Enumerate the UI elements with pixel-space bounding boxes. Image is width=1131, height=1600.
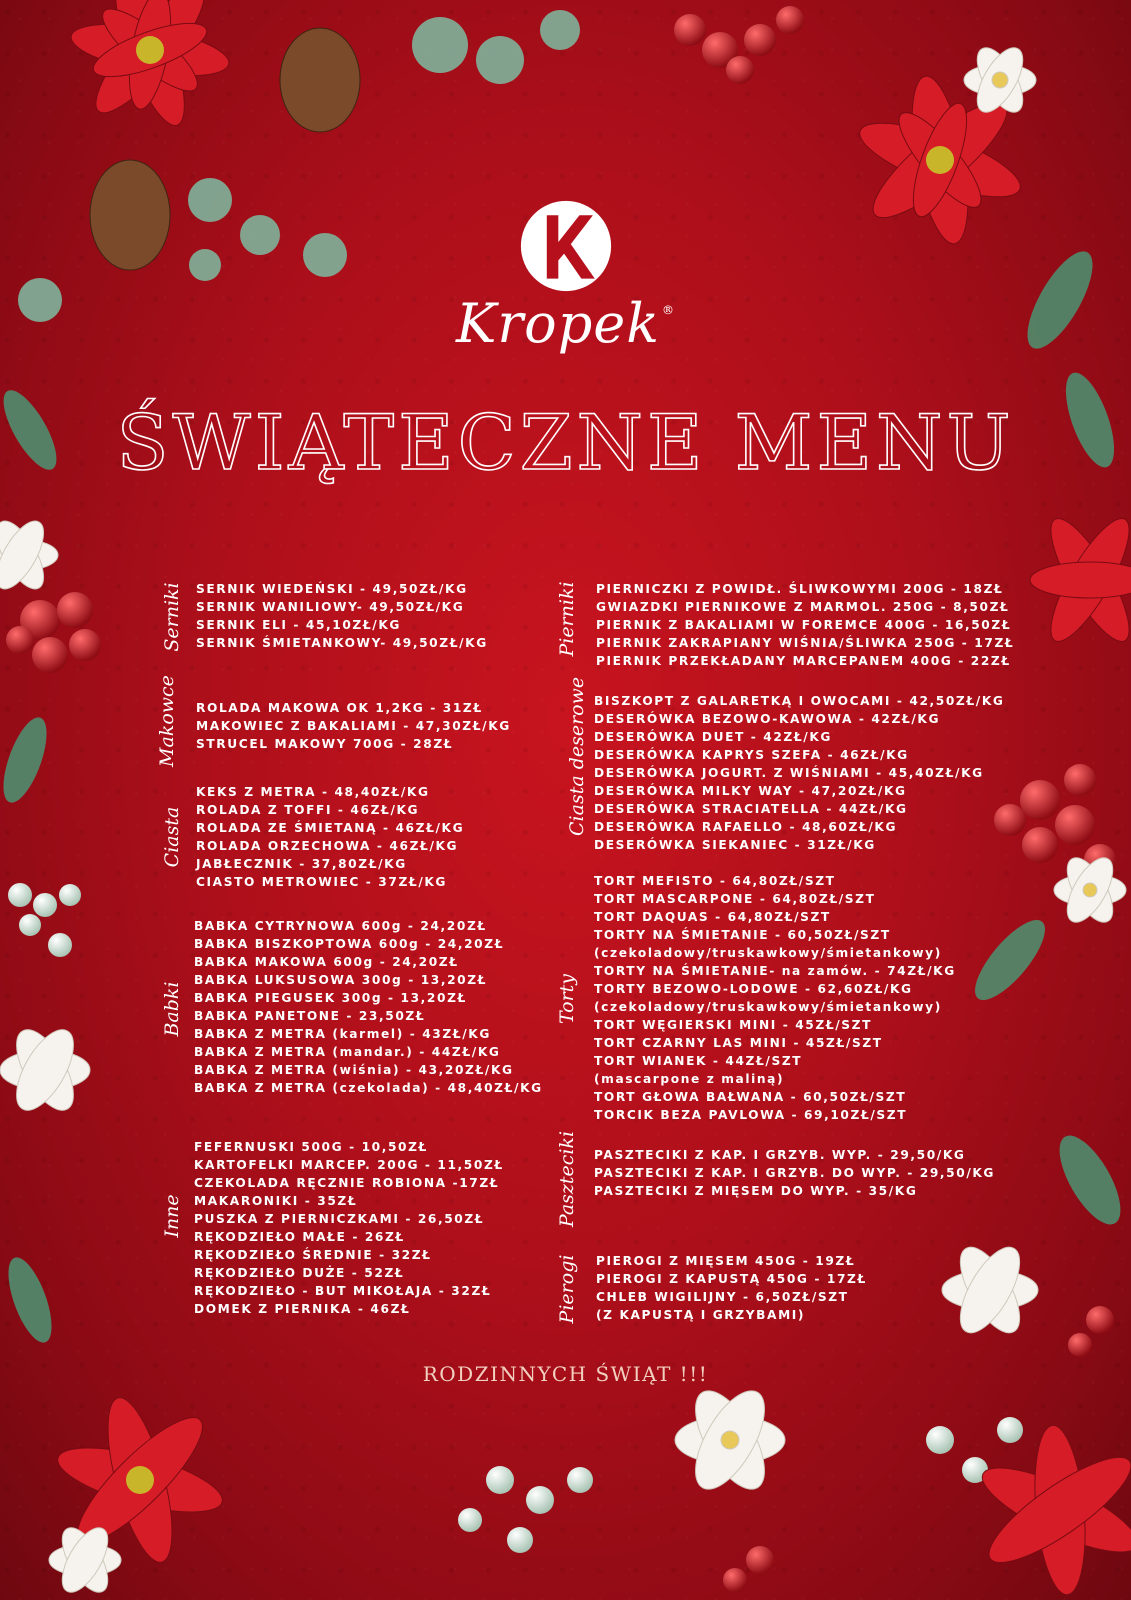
menu-item: ROLADA ORZECHOWA - 46ZŁ/KG xyxy=(196,839,459,853)
menu-item: DESERÓWKA DUET - 42ZŁ/KG xyxy=(594,730,832,744)
menu-item: FEFERNUSKI 500G - 10,50ZŁ xyxy=(194,1140,428,1154)
menu-item: KEKS Z METRA - 48,40ZŁ/KG xyxy=(196,785,430,799)
menu-item: TORT CZARNY LAS MINI - 45ZŁ/SZT xyxy=(594,1036,883,1050)
menu-item: PUSZKA Z PIERNICZKAMI - 26,50ZŁ xyxy=(194,1212,485,1226)
section-label-inne: Inne xyxy=(161,1194,183,1238)
menu-item: PASZTECIKI Z KAP. I GRZYB. WYP. - 29,50/KG xyxy=(594,1148,966,1162)
section-label-ciasta-deserowe: Ciasta deserowe xyxy=(566,676,588,836)
menu-item: SERNIK WANILIOWY- 49,50ZŁ/KG xyxy=(196,600,465,614)
menu-item: TORCIK BEZA PAVLOWA - 69,10ZŁ/SZT xyxy=(594,1108,908,1122)
section-label-serniki: Serniki xyxy=(161,582,183,652)
footer-greeting: RODZINNYCH ŚWIĄT !!! xyxy=(422,1362,709,1386)
menu-title: ŚWIĄTECZNE MENU xyxy=(116,398,1015,487)
menu-item: RĘKODZIEŁO MAŁE - 26ZŁ xyxy=(194,1230,405,1244)
section-label-ciasta: Ciasta xyxy=(161,806,183,868)
menu-item: MAKOWIEC Z BAKALIAMI - 47,30ZŁ/KG xyxy=(196,719,511,733)
menu-item: TORTY NA ŚMIETANIE - 60,50ZŁ/SZT xyxy=(594,928,891,942)
menu-item: BABKA Z METRA (czekolada) - 48,40ZŁ/KG xyxy=(194,1081,543,1095)
menu-item: RĘKODZIEŁO - BUT MIKOŁAJA - 32ZŁ xyxy=(194,1284,492,1298)
menu-item: BABKA LUKSUSOWA 300g - 13,20ZŁ xyxy=(194,973,488,987)
menu-item: TORT WĘGIERSKI MINI - 45ZŁ/SZT xyxy=(594,1018,873,1032)
white-flower-bottom-center xyxy=(675,1380,785,1499)
menu-item: DESERÓWKA RAFAELLO - 48,60ZŁ/KG xyxy=(594,820,898,834)
menu-item: PIEROGI Z MIĘSEM 450G - 19ZŁ xyxy=(596,1254,856,1268)
white-flower-left xyxy=(0,514,58,596)
menu-item: KARTOFELKI MARCEP. 200G - 11,50ZŁ xyxy=(194,1158,504,1172)
menu-item: (czekoladowy/truskawkowy/śmietankowy) xyxy=(594,946,942,960)
brand-name-text: Kropek xyxy=(456,292,660,355)
section-label-babki: Babki xyxy=(161,981,183,1037)
menu-item: RĘKODZIEŁO DUŻE - 52ZŁ xyxy=(194,1266,405,1280)
menu-item: JABŁECZNIK - 37,80ZŁ/KG xyxy=(196,857,407,871)
menu-item: TORTY BEZOWO-LODOWE - 62,60ZŁ/KG xyxy=(594,982,913,996)
menu-item: ROLADA Z TOFFI - 46ZŁ/KG xyxy=(196,803,420,817)
menu-item: BABKA MAKOWA 600g - 24,20ZŁ xyxy=(194,955,459,969)
menu-item: MAKARONIKI - 35ZŁ xyxy=(194,1194,358,1208)
menu-item: ROLADA MAKOWA OK 1,2KG - 31ZŁ xyxy=(196,701,483,715)
brand-name xyxy=(0,292,1131,355)
menu-item: (mascarpone z maliną) xyxy=(594,1072,785,1086)
menu-item: SERNIK WIEDEŃSKI - 49,50ZŁ/KG xyxy=(196,582,468,596)
menu-item: PIEROGI Z KAPUSTĄ 450G - 17ZŁ xyxy=(596,1272,867,1286)
menu-item: ROLADA ZE ŚMIETANĄ - 46ZŁ/KG xyxy=(196,821,465,835)
menu-item: TORT WIANEK - 44ZŁ/SZT xyxy=(594,1054,803,1068)
poinsettia-top-left xyxy=(67,0,232,133)
poinsettia-right xyxy=(1030,509,1131,650)
menu-item: BABKA CYTRYNOWA 600g - 24,20ZŁ xyxy=(194,919,487,933)
berries-top xyxy=(674,6,804,84)
section-label-torty: Torty xyxy=(556,973,578,1025)
menu-item: TORT MEFISTO - 64,80ZŁ/SZT xyxy=(594,874,836,888)
berries-left xyxy=(6,592,101,673)
menu-item: PIERNIK Z BAKALIAMI W FOREMCE 400G - 16,50ZŁ xyxy=(596,618,1012,632)
menu-item: DESERÓWKA JOGURT. Z WIŚNIAMI - 45,40ZŁ/KG xyxy=(594,766,984,780)
menu-item: BISZKOPT Z GALARETKĄ I OWOCAMI - 42,50ZŁ/KG xyxy=(594,694,1005,708)
menu-item: RĘKODZIEŁO ŚREDNIE - 32ZŁ xyxy=(194,1248,432,1262)
brand-logo xyxy=(0,198,1131,355)
menu-item: CHLEB WIGILIJNY - 6,50ZŁ/SZT xyxy=(596,1290,849,1304)
menu-item: DESERÓWKA STRACIATELLA - 44ZŁ/KG xyxy=(594,802,908,816)
section-label-paszteciki: Paszteciki xyxy=(556,1130,578,1228)
menu-item: PIERNICZKI Z POWIDŁ. ŚLIWKOWYMI 200G - 18ZŁ xyxy=(596,582,1004,596)
section-label-pierogi: Pierogi xyxy=(556,1254,578,1324)
poinsettia-bottom-right xyxy=(973,1423,1131,1597)
white-flower-bottom-right xyxy=(942,1238,1038,1341)
menu-item: (czekoladowy/truskawkowy/śmietankowy) xyxy=(594,1000,942,1014)
kropek-monogram-icon xyxy=(518,198,614,294)
menu-item: BABKA PANETONE - 23,50ZŁ xyxy=(194,1009,426,1023)
menu-item: DESERÓWKA BEZOWO-KAWOWA - 42ZŁ/KG xyxy=(594,712,941,726)
menu-item: SERNIK ŚMIETANKOWY- 49,50ZŁ/KG xyxy=(196,636,488,650)
menu-item: BABKA Z METRA (mandar.) - 44ZŁ/KG xyxy=(194,1045,501,1059)
menu-item: SERNIK ELI - 45,10ZŁ/KG xyxy=(196,618,401,632)
menu-item: DESERÓWKA MILKY WAY - 47,20ZŁ/KG xyxy=(594,784,907,798)
menu-item: TORT MASCARPONE - 64,80ZŁ/SZT xyxy=(594,892,876,906)
menu-item: GWIAZDKI PIERNIKOWE Z MARMOL. 250G - 8,50ZŁ xyxy=(596,600,1010,614)
section-label-pierniki: Pierniki xyxy=(556,581,578,657)
white-flower-left-2 xyxy=(0,1021,90,1119)
menu-item: PASZTECIKI Z KAP. I GRZYB. DO WYP. - 29,50/KG xyxy=(594,1166,996,1180)
menu-item: PIERNIK ZAKRAPIANY WIŚNIA/ŚLIWKA 250G - 17ZŁ xyxy=(596,636,1015,650)
white-berries-left xyxy=(8,883,81,957)
menu-item: PASZTECIKI Z MIĘSEM DO WYP. - 35/KG xyxy=(594,1184,918,1198)
menu-item: STRUCEL MAKOWY 700G - 28ZŁ xyxy=(196,737,454,751)
menu-item: TORT GŁOWA BAŁWANA - 60,50ZŁ/SZT xyxy=(594,1090,907,1104)
menu-item: TORTY NA ŚMIETANIE- na zamów. - 74ZŁ/KG xyxy=(594,964,956,978)
menu-item: DESERÓWKA SIEKANIEC - 31ZŁ/KG xyxy=(594,838,876,852)
menu-item: (Z KAPUSTĄ I GRZYBAMI) xyxy=(596,1308,806,1322)
menu-item: BABKA Z METRA (wiśnia) - 43,20ZŁ/KG xyxy=(194,1063,514,1077)
menu-item: CZEKOLADA RĘCZNIE ROBIONA -17ZŁ xyxy=(194,1176,500,1190)
menu-item: DOMEK Z PIERNIKA - 46ZŁ xyxy=(194,1302,411,1316)
menu-item: PIERNIK PRZEKŁADANY MARCEPANEM 400G - 22ZŁ xyxy=(596,654,1011,668)
menu-item: TORT DAQUAS - 64,80ZŁ/SZT xyxy=(594,910,831,924)
menu-item: BABKA Z METRA (karmel) - 43ZŁ/KG xyxy=(194,1027,491,1041)
menu-item: DESERÓWKA KAPRYS SZEFA - 46ZŁ/KG xyxy=(594,748,909,762)
menu-item: BABKA PIEGUSEK 300g - 13,20ZŁ xyxy=(194,991,467,1005)
registered-mark: ® xyxy=(661,303,675,317)
menu-item: BABKA BISZKOPTOWA 600g - 24,20ZŁ xyxy=(194,937,505,951)
menu-item: CIASTO METROWIEC - 37ZŁ/KG xyxy=(196,875,448,889)
section-label-makowce: Makowce xyxy=(156,675,178,767)
